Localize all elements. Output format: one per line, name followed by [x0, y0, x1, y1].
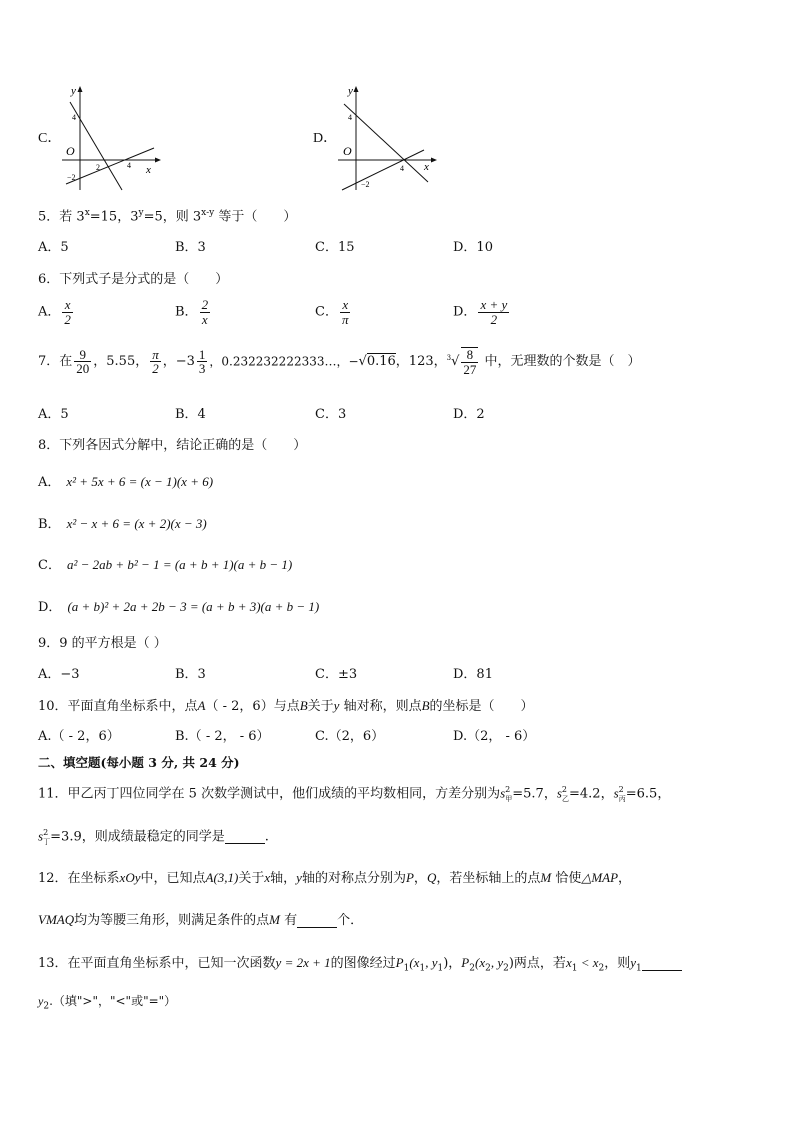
q8-option-b: B． x² − x + 6 = (x + 2)(x − 3) — [38, 516, 207, 532]
q4-option-d-label: D． — [313, 131, 338, 146]
q9-option-a: A．−3 — [38, 667, 80, 682]
answer-blank — [642, 957, 682, 971]
answer-blank — [225, 830, 265, 844]
q7-option-b: B．4 — [175, 407, 206, 422]
tick-label: 4 — [348, 113, 352, 122]
q9-option-d: D．81 — [453, 667, 493, 682]
q7-stem: 7．在 $\frac{9}{20}$ ，5.55， $\frac{\pi}{2}$ ，−3 $\frac{1}{3}$ ，0.232232222333…，−√0.16，123，$^3$√ $\frac{8}{27}$ 中，无理数的个数是（ ） — [38, 346, 641, 377]
tick-label: −2 — [361, 180, 370, 189]
q8-option-c: C． a² − 2ab + b² − 1 = (a + b + 1)(a + b − 1) — [38, 557, 293, 573]
q7-option-d: D．2 — [453, 407, 485, 422]
q12-line2: VMAQ均为等腰三角形，则满足条件的点M 有 个． — [38, 912, 364, 928]
q7-option-c: C．3 — [315, 407, 347, 422]
axis-x-label: x — [424, 161, 429, 173]
answer-blank — [297, 914, 337, 928]
q10-option-a: A.（ - 2，6） — [38, 729, 120, 744]
q6-option-a: A． $\frac{x}{2}$ — [38, 297, 71, 327]
tick-label: 4 — [400, 164, 404, 173]
q5-option-b: B．3 — [175, 240, 206, 255]
q5-stem: 5．若 $3^x=15$，$3^y=5$，则 3$^{x-y}$ 等于（ ） — [38, 208, 297, 225]
q6-option-b: B． $\frac{2}{x}$ — [175, 297, 209, 327]
q13-line1: 13．在平面直角坐标系中，已知一次函数y = 2x + 1的图像经过$P_1(x_1$, $y_1$)，$P_2(x_2$, $y_2$)两点，若$x_1 < x_2$，则$y_1$ — [38, 956, 682, 974]
q6-stem: 6．下列式子是分式的是（ ） — [38, 272, 229, 287]
axis-y-label: y — [71, 85, 76, 97]
q8-option-a: A． x² + 5x + 6 = (x − 1)(x + 6) — [38, 474, 214, 490]
q9-option-b: B．3 — [175, 667, 206, 682]
q8-stem: 8．下列各因式分解中，结论正确的是（ ） — [38, 438, 307, 453]
q4-option-c-label: C． — [38, 131, 62, 146]
tick-label: 2 — [96, 163, 100, 172]
q10-option-c: C.（2，6） — [315, 729, 385, 744]
q5-option-d: D．10 — [453, 240, 493, 255]
q7-option-a: A．5 — [38, 407, 69, 422]
origin-label: O — [66, 144, 75, 158]
tick-label: 4 — [127, 161, 131, 170]
q10-stem: 10．平面直角坐标系中，点A（ - 2，6）与点B关于y 轴对称，则点B的坐标是（ ） — [38, 698, 534, 714]
q10-option-d: D.（2， - 6） — [453, 729, 536, 744]
q8-option-d: D． (a + b)² + 2a + 2b − 3 = (a + b + 3)(a + b − 1) — [38, 599, 320, 615]
q12-line1: 12．在坐标系xOy中，已知点A(3,1)关于x轴，y轴的对称点分别为P，Q，若坐标轴上的点M 恰使△MAP， — [38, 870, 632, 886]
q4-graph-c — [58, 82, 168, 194]
axis-x-label: x — [146, 164, 151, 176]
q9-option-c: C．±3 — [315, 667, 358, 682]
q5-option-c: C．15 — [315, 240, 355, 255]
q6-option-c: C． $\frac{x}{\pi}$ — [315, 297, 349, 327]
q5-option-a: A．5 — [38, 240, 69, 255]
q10-option-b: B.（ - 2， - 6） — [175, 729, 270, 744]
q13-line2: $y_2$.（填">"，"<"或"="） — [38, 994, 177, 1012]
axis-y-label: y — [348, 85, 353, 97]
tick-label: −2 — [67, 173, 76, 182]
q6-option-d: D． $\frac{x + y}{2}$ — [453, 297, 508, 327]
section-heading: 二、填空题(每小题 3 分, 共 24 分) — [38, 755, 240, 770]
q11-line2: $s^2_丁=3.9$，则成绩最稳定的同学是 . — [38, 828, 269, 846]
q11-line1: 11．甲乙丙丁四位同学在 5 次数学测试中，他们成绩的平均数相同，方差分别为$s^2_甲=5.7$，$s^2_乙=4.2$，$s^2_丙=6.5$， — [38, 785, 671, 803]
q9-stem: 9．9 的平方根是（ ） — [38, 636, 167, 651]
tick-label: 4 — [72, 113, 76, 122]
origin-label: O — [343, 144, 352, 158]
q4-graph-d — [334, 82, 444, 194]
